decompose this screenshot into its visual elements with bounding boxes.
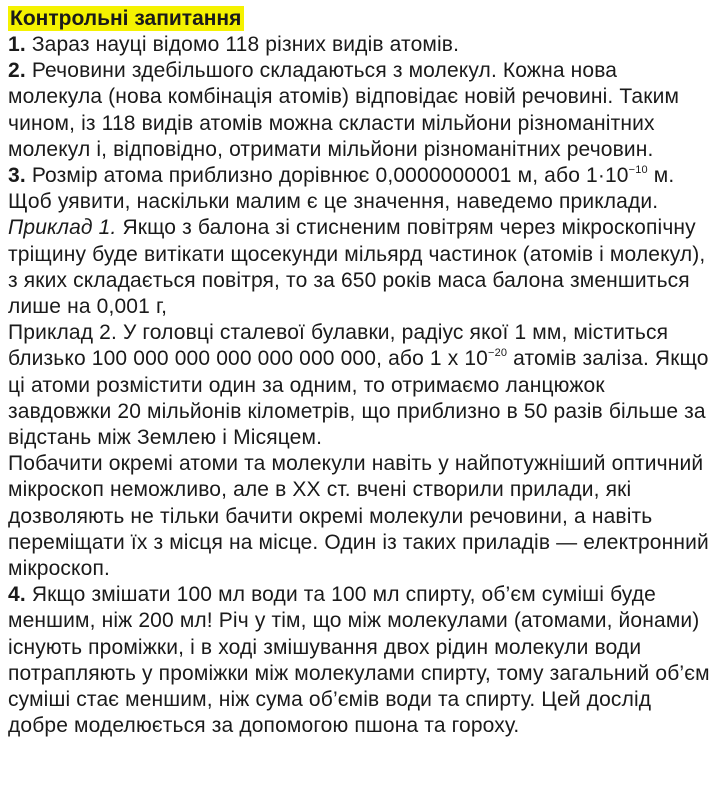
answer-3-text-after: м. Щоб уявити, наскільки малим є це значення, наведемо приклади. <box>8 164 675 214</box>
microscope-paragraph: Побачити окремі атоми та молекули навіть у найпотужніший оптичний мікроскоп неможливо, але в XX ст. вчені створили прилади, які дозволяють не тільки бачити окремі молекули речовини, а навіть переміщати їх з місця на місце. Один із таких приладів — електронний мікроскоп. <box>8 452 709 581</box>
answer-3 <box>8 163 714 215</box>
example-2-text-before: Приклад 2. У головці сталевої булавки, радіус якої 1 мм, міститься близько 100 000 000 000 000 000 000, або 1 х 10 <box>8 321 669 371</box>
answer-4-text: Якщо змішати 100 мл води та 100 мл спирту, об’єм суміші буде меншим, ніж 200 мл! Річ у тім, що між молекулами (атомами, йонами) існують проміжки, і в ході змішування двох рідин молекули води потрапляють у проміжки між молекулами спирту, тому загальний об’єм суміші стає меншим, ніж сума об’ємів води та спирту. Цей дослід добре моделюється за допомогою пшона та гороху. <box>8 583 710 738</box>
example-2-text-after: атомів заліза. Якщо ці атоми розмістити один за одним, то отримаємо ланцюжок завдовжки 20 мільйонів кілометрів, що приблизно в 50 разів більше за відстань між Землею і Місяцем. <box>8 347 709 450</box>
example-1-label: Приклад 1. <box>8 216 117 240</box>
answer-1-number: 1. <box>8 33 26 56</box>
answer-3-text-before: Розмір атома приблизно дорівнює 0,0000000001 м, або 1·10 <box>25 164 629 188</box>
answer-4 <box>8 582 714 739</box>
example-2-exponent: −20 <box>488 347 508 360</box>
answer-4-number: 4. <box>8 583 26 607</box>
answer-3-exponent: −10 <box>628 164 648 177</box>
answer-2-text: Речовини здебільшого складаються з молекул. Кожна нова молекула (нова комбінація атомів) відповідає новій речовині. Таким чином, із 118 видів атомів можна скласти мільйони різноманітних молекул і, відповідно, отримати мільйони різноманітних речовин. <box>8 59 680 161</box>
example-2 <box>8 320 714 451</box>
example-1 <box>8 215 714 320</box>
answer-1 <box>8 32 714 58</box>
answer-2-number: 2. <box>8 59 26 83</box>
answer-3-number: 3. <box>8 164 26 188</box>
answer-2 <box>8 58 714 163</box>
section-heading: Контрольні запитання <box>8 6 244 31</box>
answer-1-text: Зараз науці відомо 118 різних видів атомів. <box>25 33 460 56</box>
example-1-text: Якщо з балона зі стисненим повітрям через мікроскопічну тріщину буде витікати щосекунди мільярд частинок (атомів і молекул), з яких складається повітря, то за 650 років маса балона зменшиться лише на 0,001 г, <box>8 216 706 319</box>
